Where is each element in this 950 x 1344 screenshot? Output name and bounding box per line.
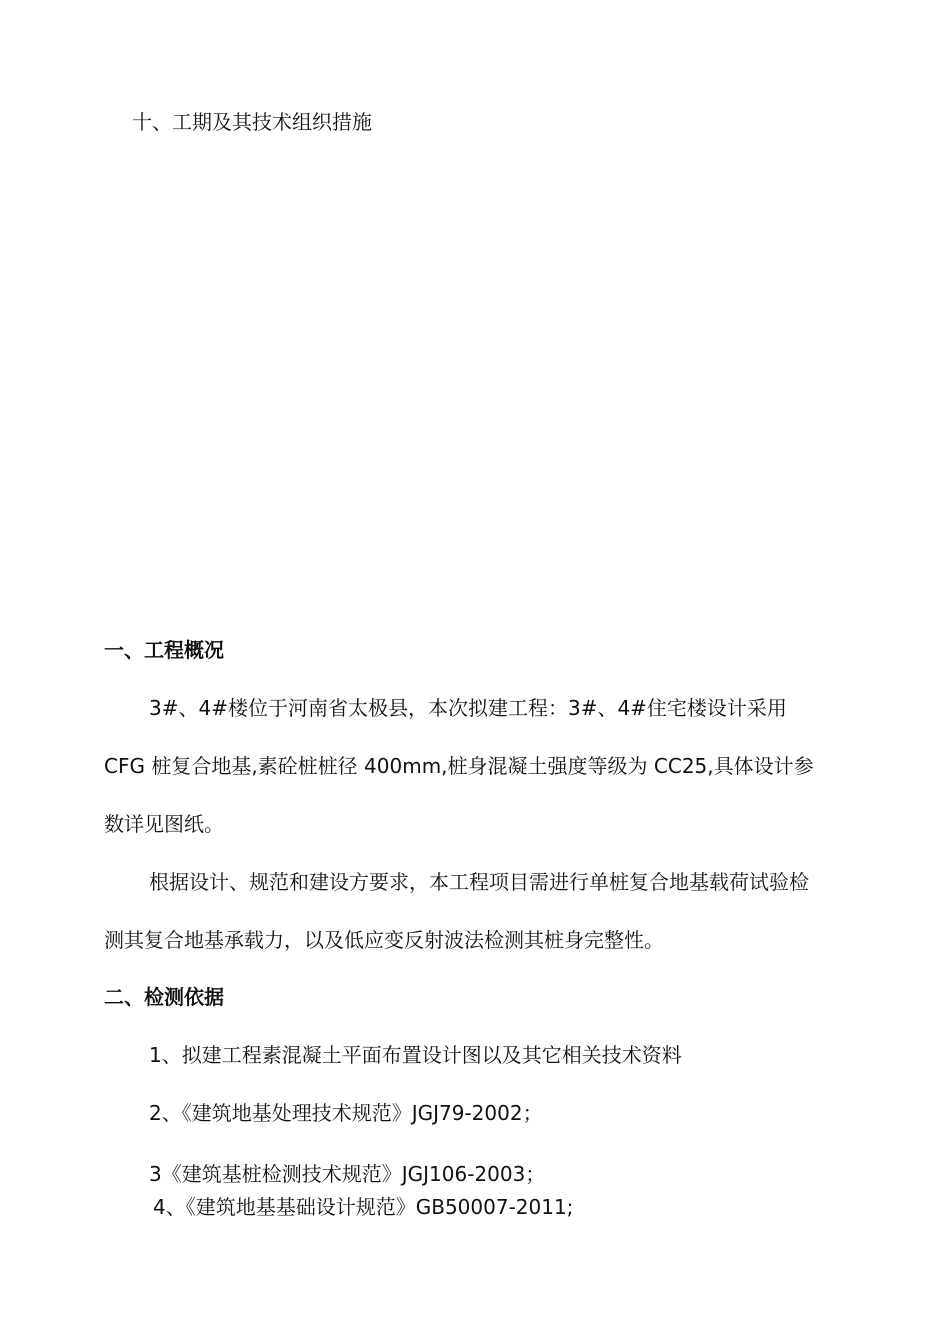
basis-list-item: 3《建筑基桩检测技术规范》JGJ106-2003；: [149, 1162, 546, 1186]
overview-paragraph-2-line-2: 测其复合地基承载力，以及低应变反射波法检测其桩身完整性。: [104, 928, 664, 952]
section-heading-basis: 二、检测依据: [104, 985, 224, 1009]
overview-paragraph-1-line-1: 3#、4#楼位于河南省太极县，本次拟建工程：3#、4#住宅楼设计采用: [149, 696, 787, 720]
overview-paragraph-1-line-3: 数详见图纸。: [104, 812, 224, 836]
basis-list-item: 4、《建筑地基基础设计规范》GB50007-2011;: [153, 1195, 574, 1219]
overview-paragraph-2-line-1: 根据设计、规范和建设方要求，本工程项目需进行单桩复合地基载荷试验检: [149, 870, 809, 894]
basis-list-item: 1、拟建工程素混凝土平面布置设计图以及其它相关技术资料: [149, 1043, 682, 1067]
section-heading-overview: 一、工程概况: [104, 638, 224, 662]
overview-paragraph-1-line-2: CFG 桩复合地基,素砼桩桩径 400mm,桩身混凝土强度等级为 CC25,具体设计参: [104, 754, 814, 778]
basis-list-item: 2、《建筑地基处理技术规范》JGJ79-2002；: [149, 1101, 543, 1125]
toc-item-10: 十、工期及其技术组织措施: [132, 110, 372, 134]
